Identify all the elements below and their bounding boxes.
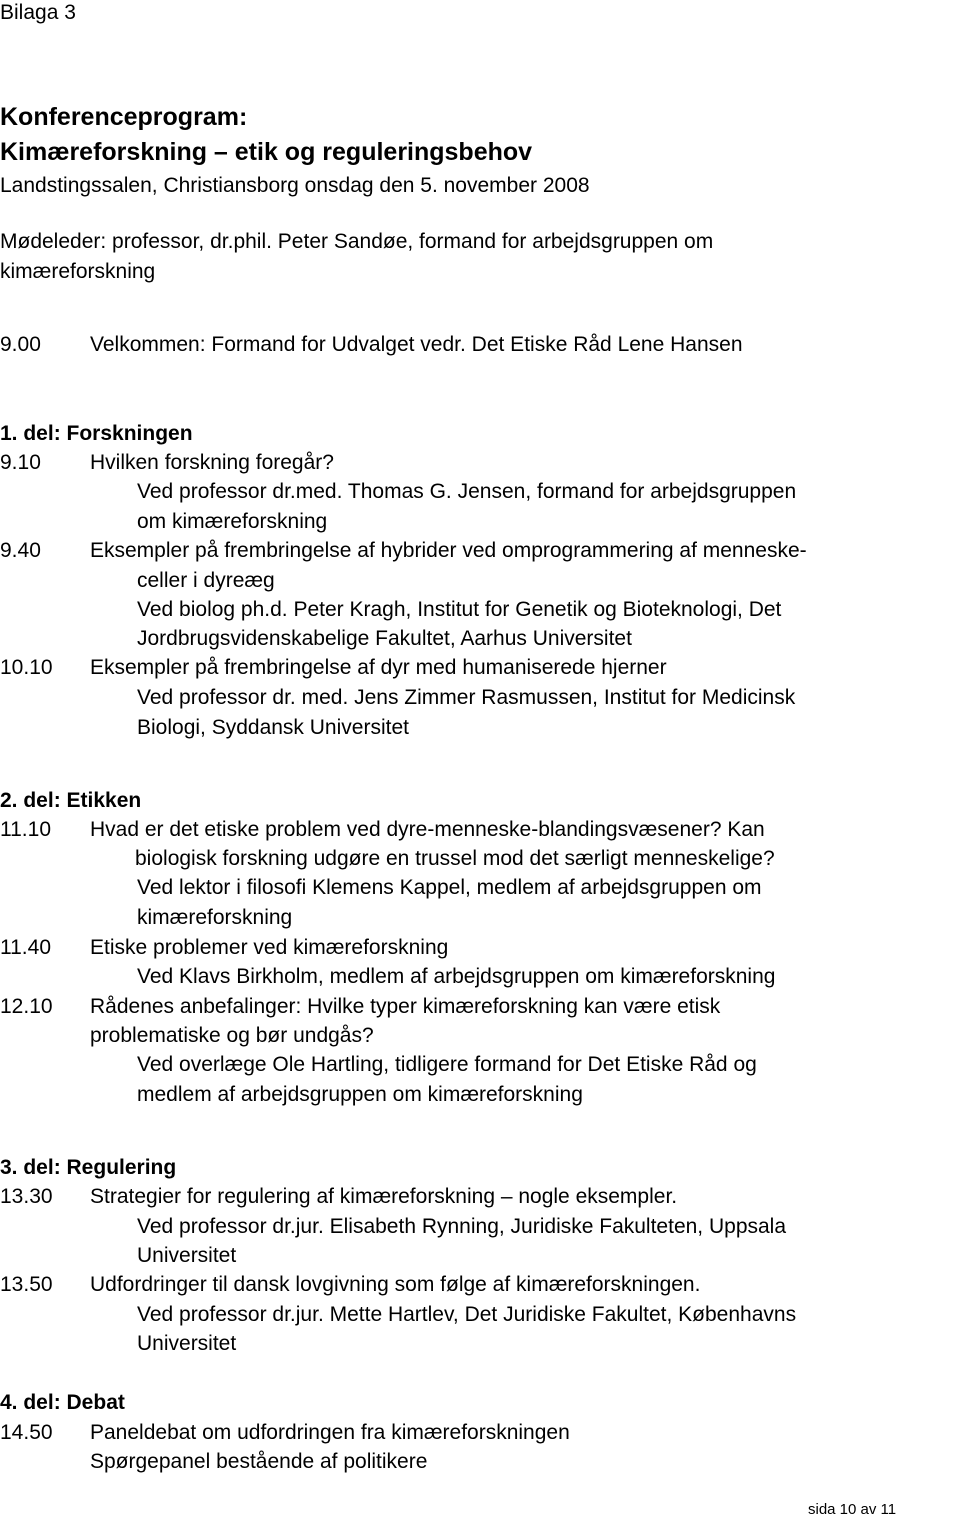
item-time: 11.40 — [0, 936, 51, 959]
item-speaker: Universitet — [137, 1244, 237, 1267]
page-label: Bilaga 3 — [0, 1, 76, 24]
document-subtitle: Kimæreforskning – etik og reguleringsbehov — [0, 138, 533, 166]
item-speaker: Ved biolog ph.d. Peter Kragh, Institut for Genetik og Bioteknologi, Det — [137, 598, 782, 621]
welcome-text: Velkommen: Formand for Udvalget vedr. Det Etiske Råd Lene Hansen — [90, 333, 743, 356]
item-title: problematiske og bør undgås? — [90, 1024, 374, 1047]
item-speaker: kimæreforskning — [137, 906, 293, 929]
item-title: Udfordringer til dansk lovgivning som følge af kimæreforskningen. — [90, 1273, 701, 1296]
item-title: Etiske problemer ved kimæreforskning — [90, 936, 449, 959]
item-title: Paneldebat om udfordringen fra kimæreforskningen — [90, 1421, 570, 1444]
part1-heading: 1. del: Forskningen — [0, 422, 193, 445]
item-time: 12.10 — [0, 995, 53, 1018]
part4-heading: 4. del: Debat — [0, 1391, 125, 1414]
item-speaker: Universitet — [137, 1332, 237, 1355]
item-time: 10.10 — [0, 656, 53, 679]
item-title: Eksempler på frembringelse af hybrider ved omprogrammering af menneske- — [90, 539, 807, 562]
item-speaker: Biologi, Syddansk Universitet — [137, 716, 409, 739]
item-title: Hvilken forskning foregår? — [90, 451, 334, 474]
item-speaker: Ved lektor i filosofi Klemens Kappel, medlem af arbejdsgruppen om — [137, 876, 762, 899]
venue-line: Landstingssalen, Christiansborg onsdag den 5. november 2008 — [0, 174, 590, 197]
item-speaker: Ved overlæge Ole Hartling, tidligere formand for Det Etiske Råd og — [137, 1053, 757, 1076]
item-time: 11.10 — [0, 818, 51, 841]
item-speaker: Ved professor dr.jur. Mette Hartlev, Det Juridiske Fakultet, Københavns — [137, 1303, 797, 1326]
item-time: 14.50 — [0, 1421, 53, 1444]
item-title: celler i dyreæg — [137, 569, 275, 592]
item-speaker: Ved professor dr. med. Jens Zimmer Rasmussen, Institut for Medicinsk — [137, 686, 796, 709]
item-speaker: om kimæreforskning — [137, 510, 328, 533]
item-time: 13.50 — [0, 1273, 53, 1296]
chair-line-1: Mødeleder: professor, dr.phil. Peter Sandøe, formand for arbejdsgruppen om — [0, 230, 714, 253]
item-speaker: Ved Klavs Birkholm, medlem af arbejdsgruppen om kimæreforskning — [137, 965, 776, 988]
chair-line-2: kimæreforskning — [0, 260, 156, 283]
page-number: sida 10 av 11 — [808, 1501, 897, 1518]
item-speaker: Ved professor dr.med. Thomas G. Jensen, formand for arbejdsgruppen — [137, 480, 797, 503]
item-title: Eksempler på frembringelse af dyr med humaniserede hjerner — [90, 656, 667, 679]
item-speaker: medlem af arbejdsgruppen om kimæreforskning — [137, 1083, 583, 1106]
item-speaker: Jordbrugsvidenskabelige Fakultet, Aarhus Universitet — [137, 627, 632, 650]
item-title: Rådenes anbefalinger: Hvilke typer kimæreforskning kan være etisk — [90, 995, 721, 1018]
item-title: Spørgepanel bestående af politikere — [90, 1450, 428, 1473]
document-title: Konferenceprogram: — [0, 103, 248, 131]
part2-heading: 2. del: Etikken — [0, 789, 142, 812]
item-time: 9.40 — [0, 539, 41, 562]
item-title: Hvad er det etiske problem ved dyre-menneske-blandingsvæsener? Kan — [90, 818, 765, 841]
welcome-time: 9.00 — [0, 333, 41, 356]
item-time: 9.10 — [0, 451, 41, 474]
item-time: 13.30 — [0, 1185, 53, 1208]
item-speaker: Ved professor dr.jur. Elisabeth Rynning, Juridiske Fakulteten, Uppsala — [137, 1215, 787, 1238]
item-title: Strategier for regulering af kimæreforskning – nogle eksempler. — [90, 1185, 678, 1208]
item-title: biologisk forskning udgøre en trussel mod det særligt menneskelige? — [135, 847, 775, 870]
part3-heading: 3. del: Regulering — [0, 1156, 177, 1179]
